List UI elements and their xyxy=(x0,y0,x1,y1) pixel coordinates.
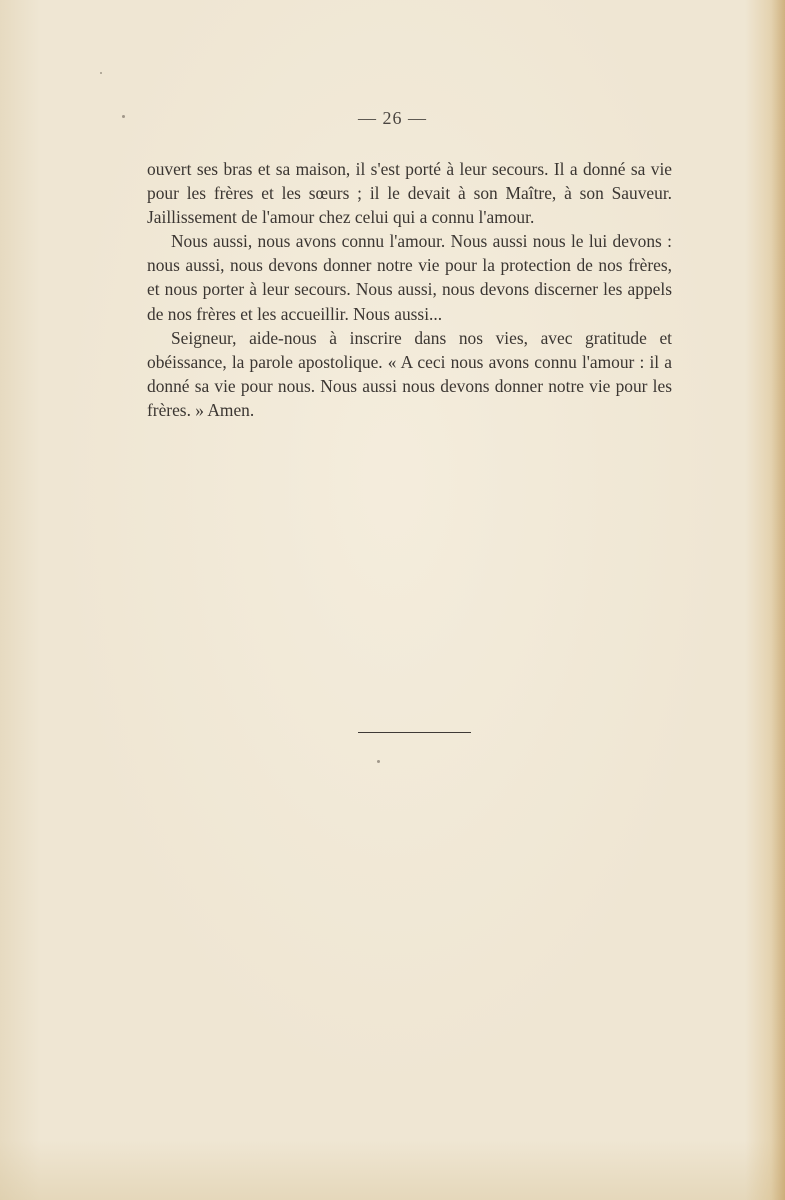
paper-speck xyxy=(100,72,102,74)
paragraph-2: Nous aussi, nous avons connu l'amour. Nous aussi nous le lui devons : nous aussi, nous devons donner notre vie pour la protection de nos frères, et nous porter à leur secours. Nous aussi, nous devons discerner les appels de nos frères et les accueillir. Nous aussi... xyxy=(147,231,672,324)
end-rule xyxy=(358,732,471,733)
paper-speck xyxy=(377,760,380,763)
paragraph-3: Seigneur, aide-nous à inscrire dans nos vies, avec gratitude et obéissance, la parole apostolique. « A ceci nous avons connu l'amour : il a donné sa vie pour nous. Nous aussi nous devons donner notre vie pour les frères. » Amen. xyxy=(147,327,672,420)
paragraph-1: ouvert ses bras et sa maison, il s'est porté à leur secours. Il a donné sa vie pour les frères et les sœurs ; il le devait à son Maître, à son Sauveur. Jaillissement de l'amour chez celui qui a connu l'amour. xyxy=(147,159,672,228)
paper-speck xyxy=(122,115,125,118)
body-text xyxy=(147,157,672,422)
page-number: — 26 — xyxy=(358,108,427,128)
